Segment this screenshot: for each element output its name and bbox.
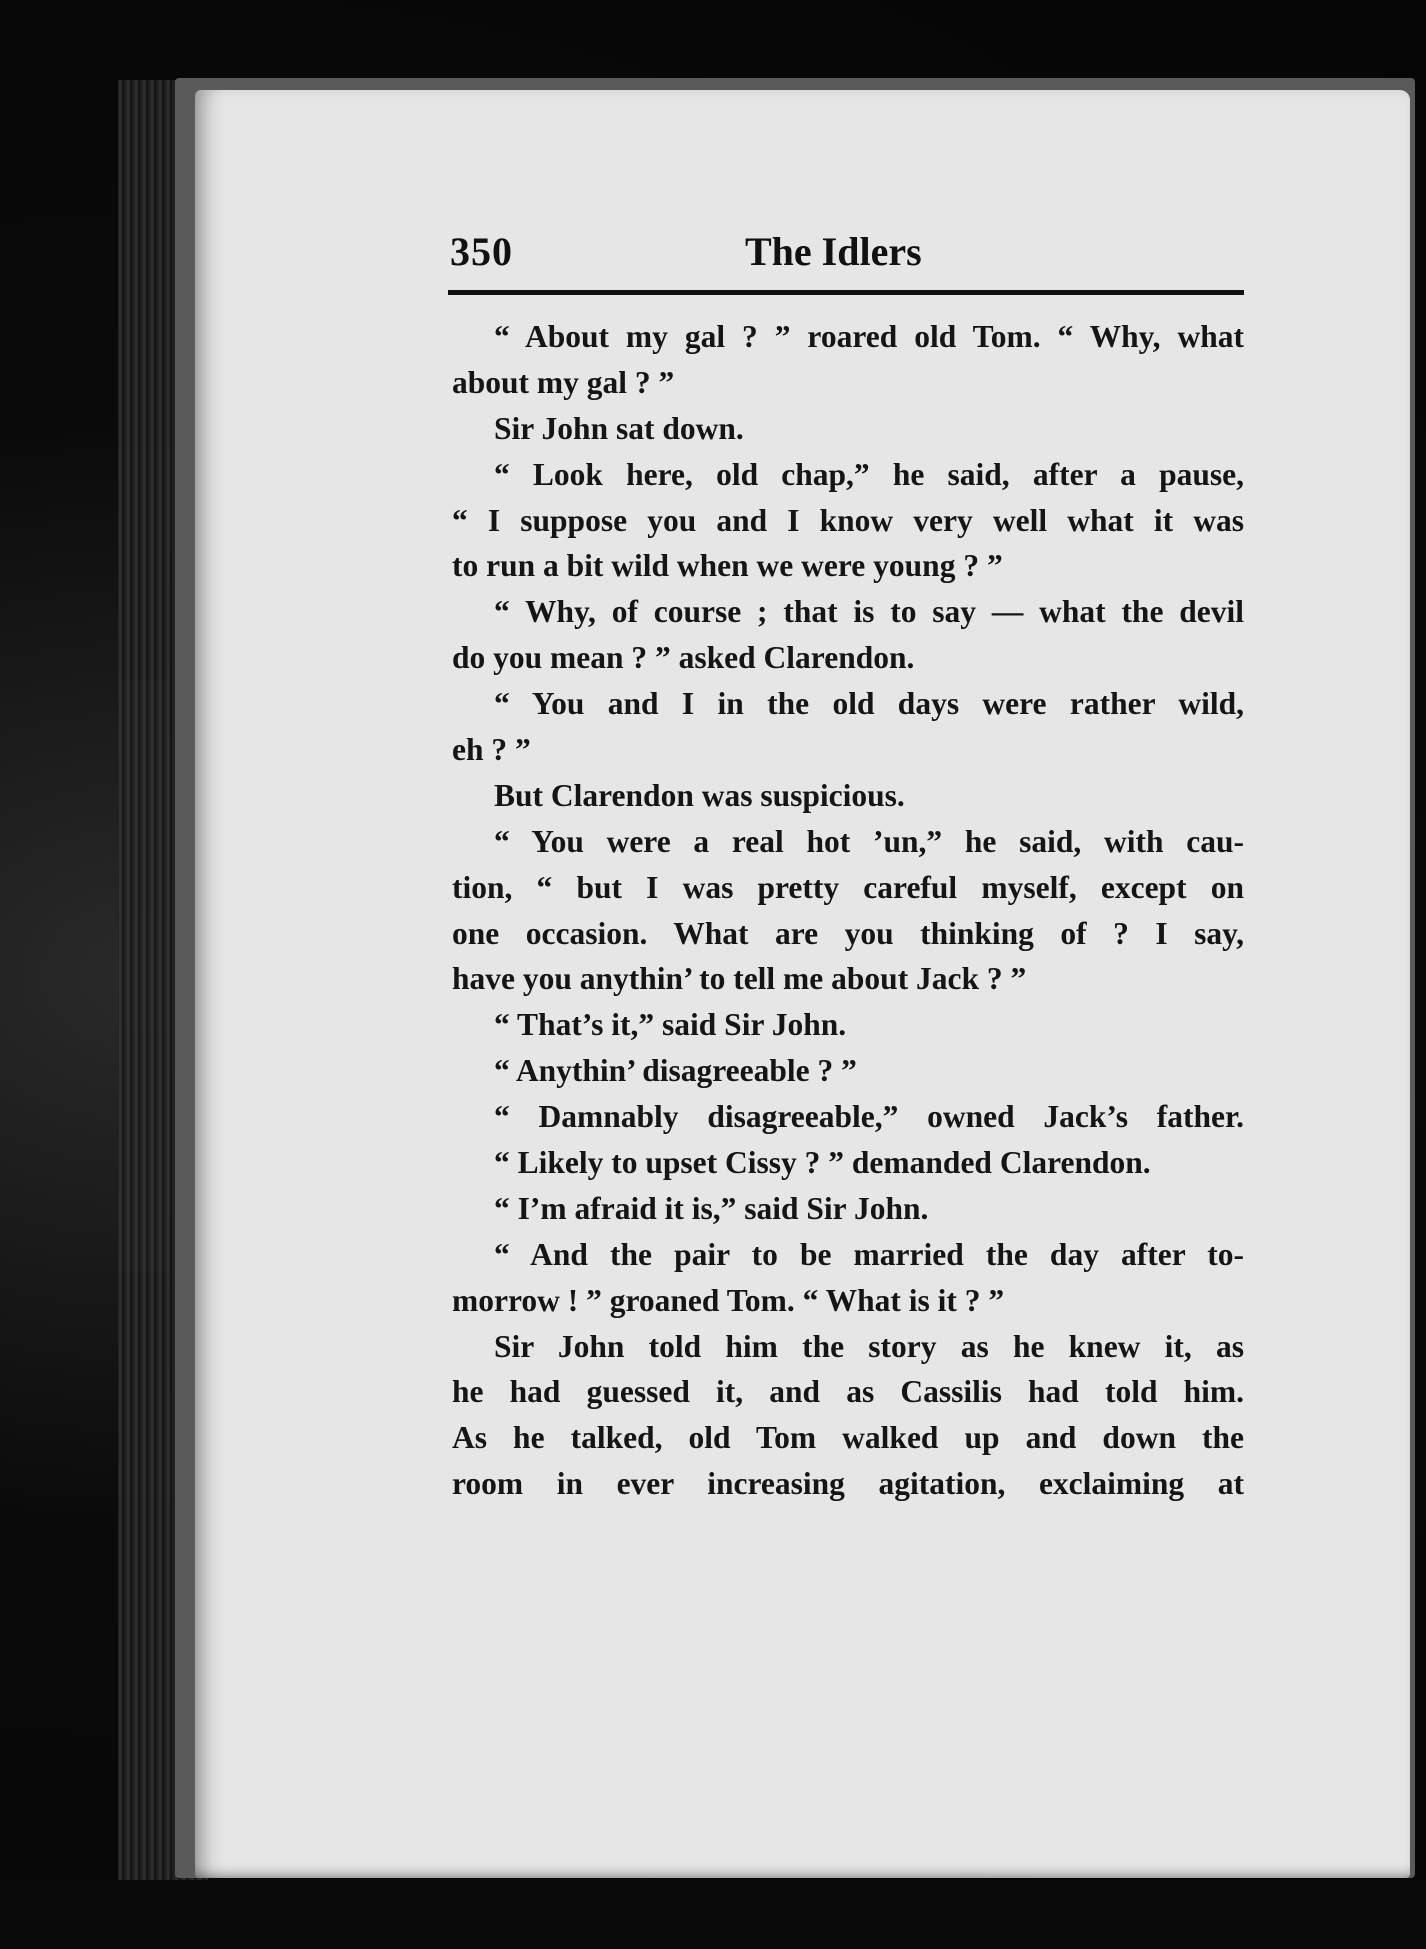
header-rule	[448, 290, 1244, 295]
text-line: “ That’s it,” said Sir John.	[494, 1007, 847, 1043]
text-line: room in ever increasing agitation, exclaiming at	[452, 1466, 1244, 1502]
text-line: Sir John told him the story as he knew it, as	[494, 1328, 1244, 1364]
text-line: do you mean ? ” asked Clarendon.	[452, 640, 915, 676]
text-line: one occasion. What are you thinking of ? I say,	[452, 915, 1244, 951]
scan-bottom-border	[0, 1880, 1426, 1949]
text-line: “ Why, of course ; that is to say — what the devil	[494, 594, 1244, 630]
text-line: “ Damnably disagreeable,” owned Jack’s father.	[494, 1099, 1244, 1135]
text-line: about my gal ? ”	[452, 364, 675, 400]
text-line: “ Likely to upset Cissy ? ” demanded Clarendon.	[494, 1145, 1151, 1181]
text-line: “ Anythin’ disagreeable ? ”	[494, 1053, 857, 1089]
running-title: The Idlers	[745, 229, 922, 274]
text-line: “ About my gal ? ” roared old Tom. “ Why, what	[494, 319, 1244, 354]
text-line: have you anythin’ to tell me about Jack ? ”	[452, 961, 1027, 997]
text-line: “ I’m afraid it is,” said Sir John.	[494, 1190, 929, 1226]
text-line: morrow ! ” groaned Tom. “ What is it ? ”	[452, 1282, 1005, 1318]
text-line: eh ? ”	[452, 732, 531, 768]
body-text	[452, 314, 1244, 1507]
text-line: “ Look here, old chap,” he said, after a pause,	[494, 456, 1244, 492]
text-line: But Clarendon was suspicious.	[494, 777, 905, 813]
text-line: Sir John sat down.	[494, 410, 744, 446]
page-number: 350	[450, 229, 513, 274]
text-line: tion, “ but I was pretty careful myself, except on	[452, 869, 1244, 905]
text-line: “ You were a real hot ’un,” he said, with cau-	[494, 823, 1244, 859]
text-line: he had guessed it, and as Cassilis had told him.	[452, 1374, 1244, 1410]
text-line: to run a bit wild when we were young ? ”	[452, 548, 1003, 584]
text-line: As he talked, old Tom walked up and down the	[452, 1420, 1244, 1456]
text-line: “ And the pair to be married the day after to-	[494, 1236, 1244, 1272]
page-header	[450, 228, 1243, 290]
text-line: “ You and I in the old days were rather wild,	[494, 686, 1244, 722]
text-line: “ I suppose you and I know very well what it was	[452, 502, 1244, 538]
